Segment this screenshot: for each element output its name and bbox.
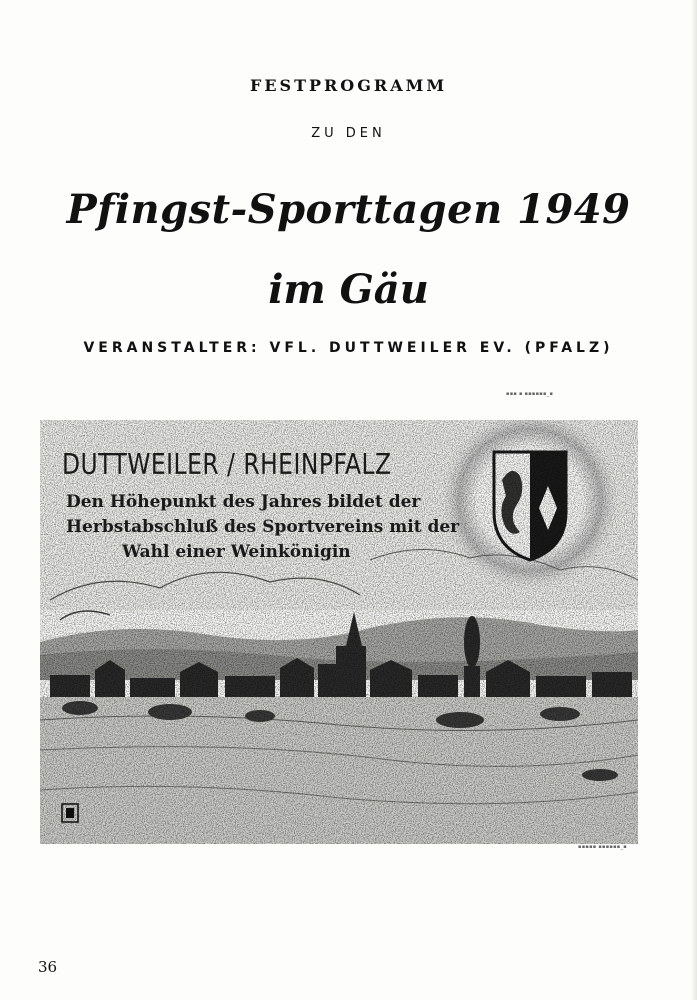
zu-den-text: ZU DEN <box>311 126 386 141</box>
town-illustration <box>40 420 638 844</box>
event-location-title: im Gäu <box>268 266 429 313</box>
festprogramm-heading: FESTPROGRAMM <box>249 76 448 95</box>
event-title: Pfingst-Sporttagen 1949 <box>66 186 631 233</box>
illustration-heading: DUTTWEILER / RHEINPFALZ <box>62 448 392 482</box>
archive-stamp-bottom: ▪▪▪▪▪ ▪▪▪▪▪▪_▪ <box>578 844 627 850</box>
archive-stamp-top: ▪▪▪ ▪ ▪▪▪▪▪▪_▪ <box>506 391 554 397</box>
page-edge <box>691 0 697 1000</box>
landscape-drawing <box>40 420 638 844</box>
illustration-caption-line-3: Wahl einer Weinkönigin <box>122 542 351 562</box>
illustration-caption-line-1: Den Höhepunkt des Jahres bildet der <box>66 492 421 512</box>
page-number: 36 <box>38 958 58 976</box>
organizer-line: VERANSTALTER: VFL. DUTTWEILER EV. (PFALZ) <box>83 340 614 356</box>
illustration-caption-line-2: Herbstabschluß des Sportvereins mit der <box>66 517 460 537</box>
